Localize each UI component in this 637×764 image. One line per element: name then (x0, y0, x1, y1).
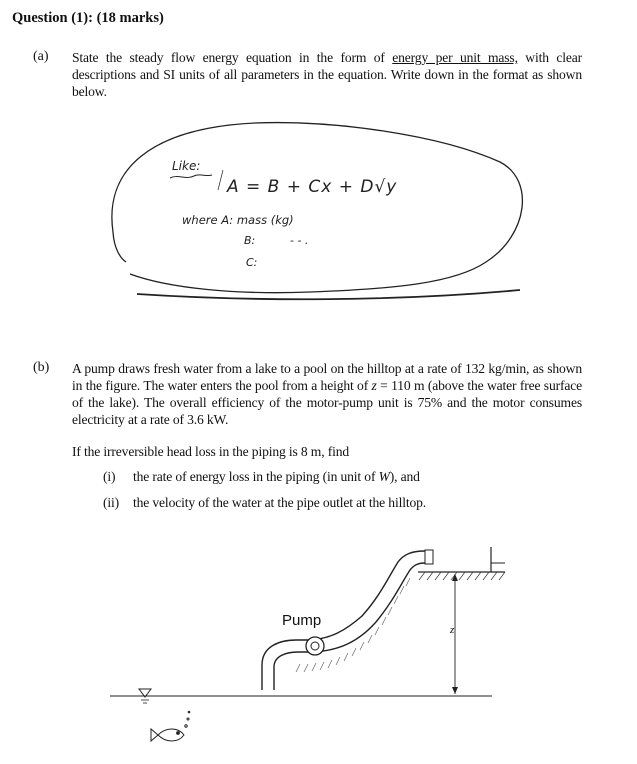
part-a-text-before: State the steady flow energy equation in the form of (72, 50, 393, 65)
example-dots: - - . (290, 234, 309, 247)
example-where-line: where A: mass (kg) (182, 213, 294, 227)
fish-icon (151, 711, 190, 741)
example-equation: A = B + Cx + D√y (227, 177, 398, 197)
item-i-unit: W (378, 469, 390, 484)
item-i-num: (i) (103, 469, 116, 484)
example-line-b: B: (244, 234, 256, 247)
example-heading: Like: (172, 159, 201, 173)
part-b-p1-after: = 110 m (above the water free surface of the lake). The overall efficiency of the motor-pump unit is 75% and the motor consumes electricity at a rate of 3.6 kW. (72, 378, 582, 427)
hilltop-hatch (419, 572, 505, 580)
item-ii-num: (ii) (103, 495, 120, 510)
part-a-label: (a) (33, 49, 49, 64)
part-b-p1-var: z (371, 378, 377, 393)
item-i-before: the rate of energy loss in the piping (in unit of (133, 469, 379, 484)
example-line-c: C: (246, 256, 258, 269)
part-a-underlined: energy per unit mass, (392, 50, 518, 65)
part-b-p1-before: A pump draws fresh water from a lake to a pool on the hilltop at a rate of 132 kg/min, as shown in the figure. The water enters the pool from a height of (72, 361, 582, 393)
z-arrow-bottom (452, 687, 458, 694)
item-i-after: ), and (389, 469, 420, 484)
question-title: Question (1): (18 marks) (12, 10, 164, 26)
pipe-outlet (425, 550, 433, 564)
part-b-paragraph2: If the irreversible head loss in the piping is 8 m, find (72, 444, 350, 459)
item-ii-text: the velocity of the water at the pipe outlet at the hilltop. (133, 495, 426, 510)
part-a-text-after: with clear descriptions and SI units of all parameters in the equation. Write down in the format as shown below. (72, 50, 583, 99)
z-label: z (450, 624, 455, 636)
part-b-label: (b) (33, 360, 50, 375)
pump-symbol (306, 637, 324, 655)
pump-label: Pump (282, 612, 322, 629)
